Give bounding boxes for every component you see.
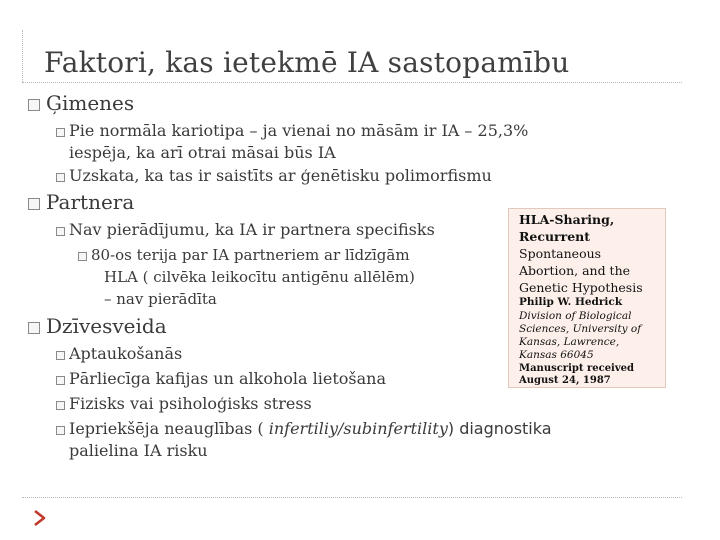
partnera-sub-line2: HLA ( cilvēka leikocītu antigēnu allēlēm) [104, 268, 415, 286]
infobox-affiliation-4: Kansas 66045 [519, 349, 594, 361]
infobox-affiliation-1: Division of Biological [519, 310, 632, 322]
bullet-gimenes-2 [56, 166, 492, 185]
square-bullet-icon [78, 252, 87, 261]
partnera-item: Nav pierādījumu, ka IA ir partnera specifisks [69, 220, 435, 239]
square-bullet-icon [28, 99, 40, 111]
infobox-subtitle-3: Genetic Hypothesis [519, 280, 643, 295]
dziv-item-1: Aptaukošanās [69, 344, 183, 363]
bullet-gimenes-1 [56, 121, 528, 140]
dziv-item-4-line2: palielina IA risku [69, 441, 208, 460]
partnera-sub-line3: – nav pierādīta [104, 290, 217, 308]
square-bullet-icon [56, 128, 65, 137]
square-bullet-icon [56, 401, 65, 410]
title-divider [22, 82, 682, 83]
dziv-item-4-suffix: ) diagnostika [447, 419, 552, 438]
section-heading-gimenes: Ģimenes [46, 91, 135, 115]
infobox-title-2: Recurrent [519, 229, 591, 244]
dziv-item-2: Pārliecīga kafijas un alkohola lietošana [69, 369, 387, 388]
square-bullet-icon [28, 198, 40, 210]
infobox-affiliation-2: Sciences, University of [519, 323, 642, 335]
square-bullet-icon [56, 351, 65, 360]
infobox-author: Philip W. Hedrick [519, 296, 623, 308]
section-heading-partnera: Partnera [46, 190, 135, 214]
square-bullet-icon [56, 376, 65, 385]
slide-title: Faktori, kas ietekmē IA sastopamību [44, 46, 570, 79]
infobox-received-2: August 24, 1987 [519, 375, 611, 386]
infobox-subtitle-1: Spontaneous [519, 246, 602, 261]
bullet-partnera [28, 190, 134, 214]
bullet-dziv-2 [56, 369, 386, 388]
gimenes-item-2: Uzskata, ka tas ir saistīts ar ģenētisku polimorfismu [69, 166, 492, 185]
dziv-item-3: Fizisks vai psiholoģisks stress [69, 394, 312, 413]
gimenes-item-1-line1: Pie normāla kariotipa – ja vienai no māsām ir IA – 25,3% [69, 121, 529, 140]
section-heading-dzivesveida: Dzīvesveida [46, 314, 167, 338]
square-bullet-icon [56, 173, 65, 182]
bullet-dziv-4 [56, 419, 552, 438]
bullet-dziv-3 [56, 394, 312, 413]
partnera-sub-line1: 80-os terija par IA partneriem ar līdzīgām [91, 246, 410, 264]
title-left-rule [22, 30, 23, 82]
article-infobox [508, 208, 666, 388]
bullet-partnera-1 [56, 220, 435, 239]
dziv-item-4-prefix: Iepriekšēja neauglības ( [69, 419, 269, 438]
bullet-partnera-sub [78, 246, 410, 264]
bullet-gimenes [28, 91, 134, 115]
infobox-affiliation-3: Kansas, Lawrence, [519, 336, 620, 348]
bullet-dziv-1 [56, 344, 182, 363]
bullet-dzivesveida [28, 314, 167, 338]
footer-divider [22, 497, 682, 498]
play-arrow-icon[interactable] [33, 509, 47, 527]
infobox-subtitle-2: Abortion, and the [519, 263, 631, 278]
square-bullet-icon [56, 227, 65, 236]
dziv-item-4-italic: infertiliy/subinfertility [268, 419, 448, 438]
square-bullet-icon [28, 322, 40, 334]
infobox-title-1: HLA-Sharing, [519, 212, 615, 227]
infobox-received-1: Manuscript received [519, 363, 635, 374]
gimenes-item-1-line2: iespēja, ka arī otrai māsai būs IA [69, 143, 336, 162]
square-bullet-icon [56, 426, 65, 435]
